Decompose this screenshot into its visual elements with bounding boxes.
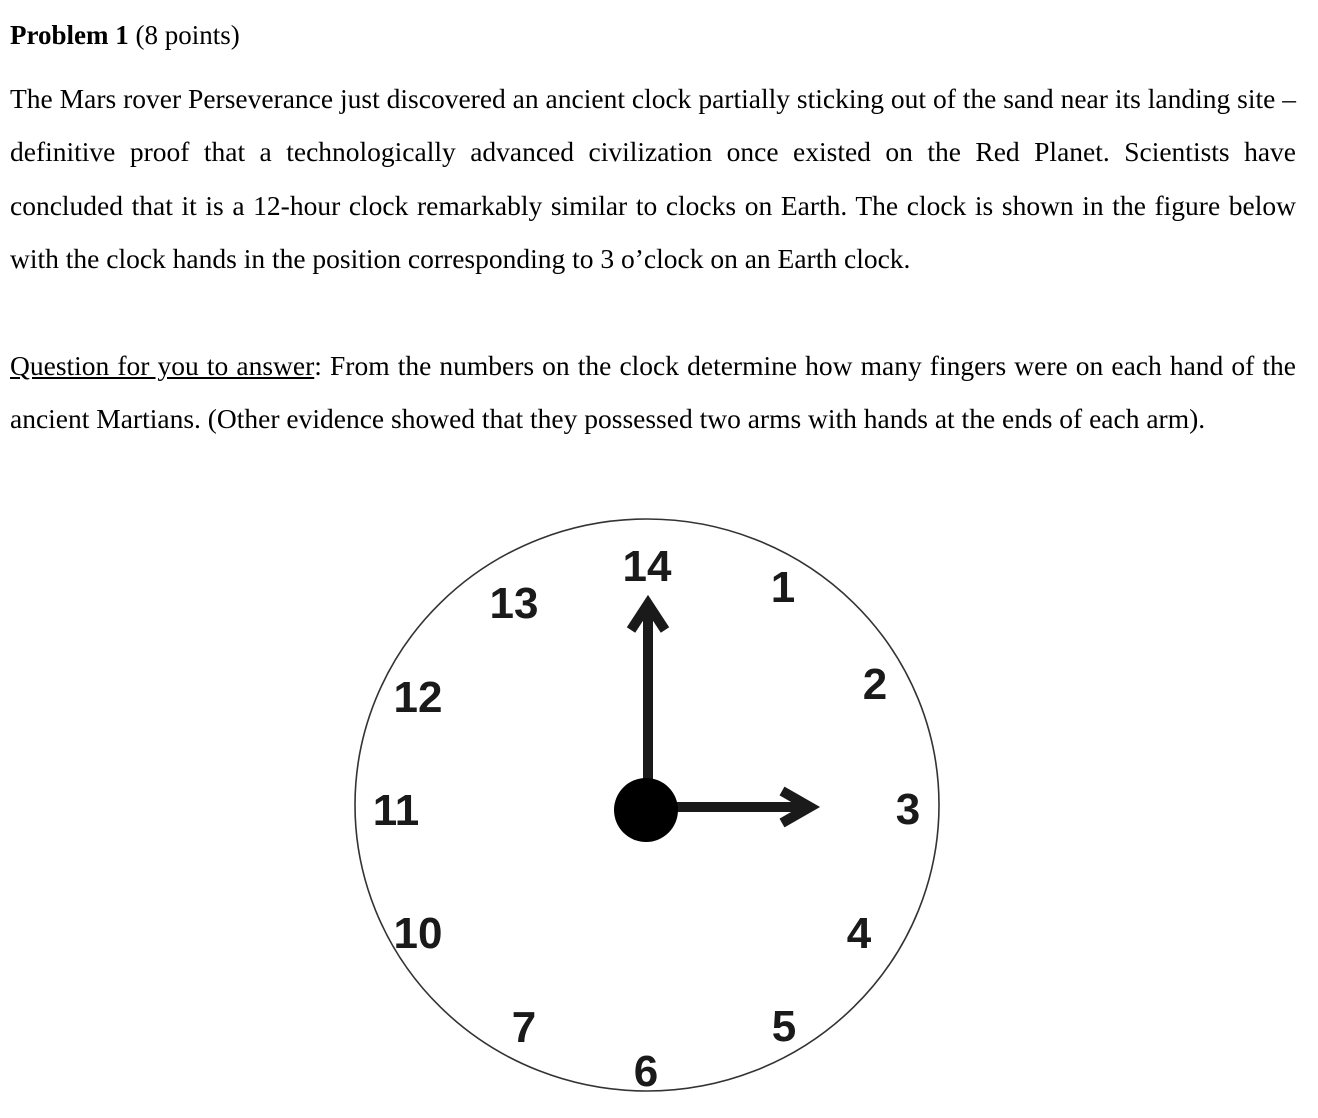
clock-numeral-2: 2 [862,660,888,709]
clock-numeral-14: 14 [622,542,672,591]
clock-numeral-7: 7 [511,1003,537,1052]
intro-paragraph: The Mars rover Perseverance just discovered an ancient clock partially sticking out of the sand near its landing site – definitive proof that a technologically advanced civilization once existed on the Red Planet. Scientists have concluded that it is a 12-hour clock remarkably similar to clocks on Earth. The clock is shown in the figure below with the clock hands in the position corresponding to 3 o’clock on an Earth clock. [10,83,1296,274]
problem-heading [10,16,240,54]
problem-title: Problem 1 [10,20,129,50]
clock-numeral-11: 11 [372,786,420,835]
martian-clock-figure [340,505,960,1115]
clock-numeral-10: 10 [393,909,443,958]
question-text: From the numbers on the clock determine how many fingers were on each hand of the ancient Martians. (Other evidence showed that they possessed two arms with hands at the ends of each arm). [10,350,1296,435]
clock-numeral-3: 3 [895,785,921,834]
clock-numeral-6: 6 [633,1047,659,1096]
clock-numeral-12: 12 [393,673,443,722]
clock-numeral-1: 1 [770,563,796,612]
clock-numeral-5: 5 [771,1002,797,1051]
clock-numeral-13: 13 [489,579,539,628]
question-label: Question for you to answer [10,350,315,381]
clock-center-hub [614,778,678,842]
problem-points: (8 points) [135,20,240,50]
question-separator: : [314,350,322,381]
question-paragraph [10,339,1296,446]
clock-numeral-4: 4 [846,909,872,958]
